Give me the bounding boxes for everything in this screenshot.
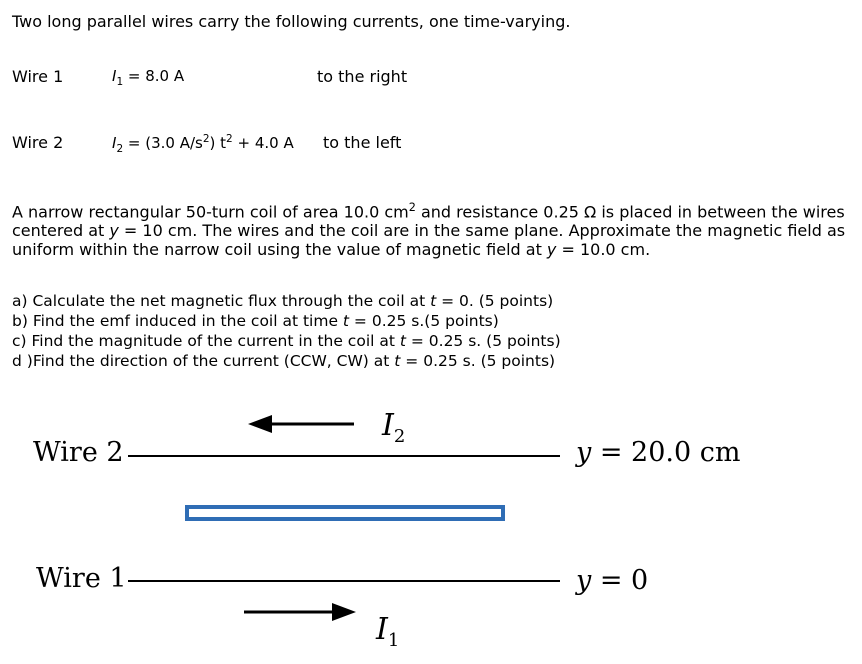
i1-subscript: 1 (387, 630, 400, 651)
wire2-direction: to the left (323, 133, 402, 152)
i2-subscript: 2 (393, 426, 406, 447)
y-top-value: = 20.0 cm (591, 437, 741, 468)
question-a-post: = 0. (5 points) (436, 292, 554, 310)
y-bottom-value: = 0 (591, 565, 649, 596)
description-part1: A narrow rectangular 50-turn coil of area 10.0 cm (12, 202, 409, 222)
intro-text: Two long parallel wires carry the following currents, one time-varying. (12, 12, 571, 31)
y-top-label (576, 437, 740, 468)
wire2-current-coef: = (3.0 A/s (123, 134, 203, 152)
description-part4: = 10.0 cm. (556, 240, 651, 260)
right-arrow-icon (244, 603, 356, 621)
wire2-current-time: ) t (209, 134, 227, 152)
wire2-current-symbol: I (112, 134, 117, 152)
wire2-row-label: Wire 2 (12, 133, 64, 152)
wire2-current-subscript: 2 (116, 143, 124, 155)
wire2-figure-label: Wire 2 (33, 437, 124, 468)
question-d-post: = 0.25 s. (5 points) (400, 352, 556, 370)
question-d-text: d )Find the direction of the current (CCW, CW) at (12, 352, 395, 370)
i1-label (376, 612, 399, 651)
wire2-current-sup1: 2 (202, 133, 210, 145)
wire2-current-const: + 4.0 A (232, 134, 294, 152)
i1-symbol: I (376, 612, 388, 647)
question-c-post: = 0.25 s. (5 points) (405, 332, 561, 350)
left-arrow-icon (248, 415, 354, 433)
question-d-t: t (394, 352, 401, 370)
wire1-figure-label: Wire 1 (36, 563, 127, 594)
description-part2: and resistance 0.25 Ω is placed in between the wires centered at (12, 202, 845, 241)
question-b-text: b) Find the emf induced in the coil at time (12, 312, 343, 330)
question-b-post: = 0.25 s.(5 points) (349, 312, 499, 330)
description-y2: y (546, 240, 557, 260)
i2-label (382, 408, 405, 447)
wire1-direction: to the right (317, 67, 408, 86)
question-b-t: t (342, 312, 349, 330)
y-bottom-symbol: y (576, 565, 592, 596)
wire1-current-value: = 8.0 A (123, 67, 185, 85)
question-a-t: t (430, 292, 437, 310)
wire1-current-subscript: 1 (116, 76, 124, 88)
i2-symbol: I (382, 408, 394, 443)
y-bottom-label (576, 565, 648, 596)
question-c-t: t (399, 332, 406, 350)
coil-rectangle (187, 507, 503, 519)
description-part3: = 10 cm. The wires and the coil are in the same plane. Approximate the magnetic field as uniform within the narrow coil using the value of magnetic field at (12, 221, 846, 260)
description-sup: 2 (408, 201, 416, 214)
y-top-symbol: y (576, 437, 592, 468)
question-c-text: c) Find the magnitude of the current in the coil at (12, 332, 400, 350)
wire1-row-label: Wire 1 (12, 67, 64, 86)
question-a-text: a) Calculate the net magnetic flux through the coil at (12, 292, 431, 310)
description-y1: y (109, 221, 119, 241)
wire1-current-symbol: I (112, 67, 117, 85)
wire2-current-sup2: 2 (226, 133, 233, 145)
